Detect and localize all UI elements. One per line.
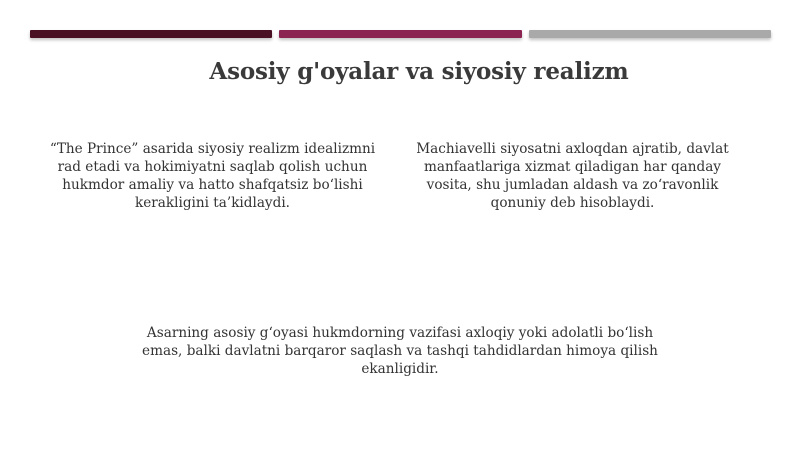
- decorative-bar-dark-maroon: [30, 30, 272, 38]
- paragraph-bottom: Asarning asosiy g‘oyasi hukmdorning vazifasi axloqiy yoki adolatli bo‘lish emas, balki davlatni barqaror saqlash va tashqi tahdidlardan himoya qilish ekanligidir.: [142, 325, 658, 377]
- paragraph-left: “The Prince” asarida siyosiy realizm idealizmni rad etadi va hokimiyatni saqlab qolish uchun hukmdor amaliy va hatto shafqatsiz bo‘lishi kerakligini ta’kidlaydi.: [49, 141, 376, 211]
- slide-title: Asosiy g'oyalar va siyosiy realizm: [209, 58, 629, 85]
- decorative-bar-gray: [529, 30, 771, 38]
- decorative-bar-magenta: [279, 30, 522, 38]
- paragraph-right: Machiavelli siyosatni axloqdan ajratib, davlat manfaatlariga xizmat qiladigan har qanday vosita, shu jumladan aldash va zo‘ravonlik qonuniy deb hisoblaydi.: [416, 141, 729, 211]
